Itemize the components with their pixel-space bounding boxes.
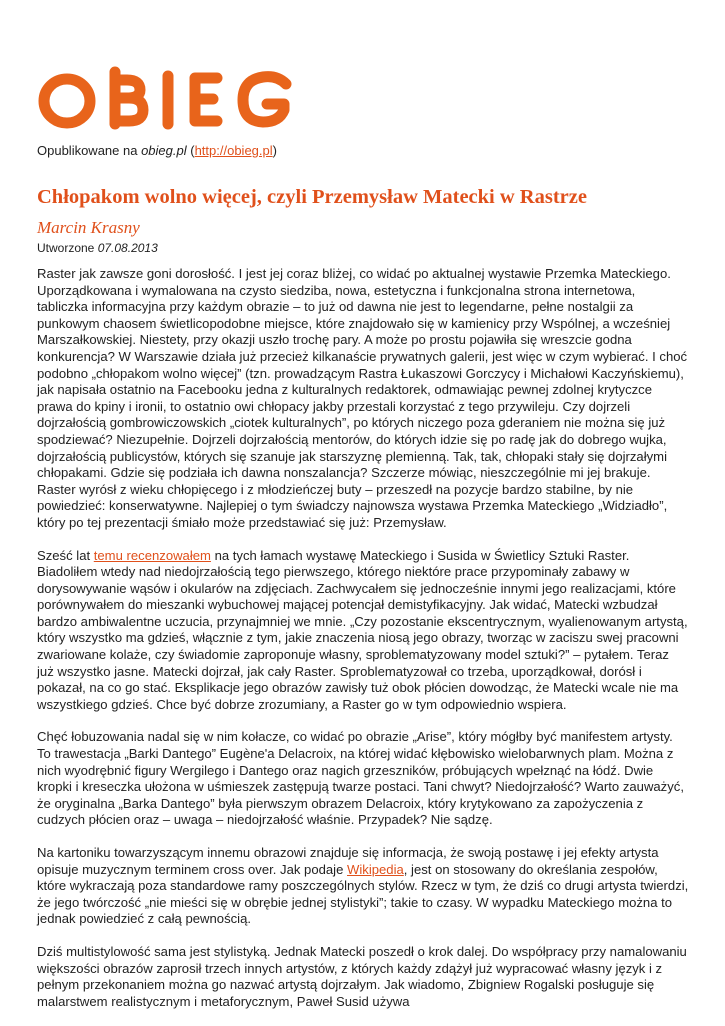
publication-prefix: Opublikowane na xyxy=(37,143,142,158)
article-title: Chłopakom wolno więcej, czyli Przemysław Matecki w Rastrze xyxy=(37,186,587,208)
article-paragraph-1: Raster jak zawsze goni dorosłość. I jest jej coraz bliżej, co widać po aktualnej wystawie Przemka Mateckiego. Uporządkowana i wymalowana na czysto siedziba, nowa, estetyczna i funkcjonalna strona internetowa, tabliczka informacyjna przy każdym obrazie – to już od dawna nie jest to legendarne, pełne nostalgii za punkowym chaosem świetlicopodobne miejsce, które znajdowało się w kamienicy przy Wspólnej, a wcześniej Marszałkowskiej. Niestety, przy okazji uszło trochę pary. A może po prostu pojawiła się wreszcie godna konkurencja? W Warszawie działa już przecież kilkanaście prywatnych galerii, jest więc w czym wybierać. I choć podobno „chłopakom wolno więcej” (tzn. prowadzącym Rastra Łukaszowi Gorczycy i Michałowi Kaczyńskiemu), jak napisała ostatnio na Facebooku jedna z kulturalnych redaktorek, odmawiając pewnej zdolnej krytyczce prawa do kpiny i ironii, to ostatnio owi chłopacy jakby przestali korzystać z tego przywileju. Czy dojrzeli dojrzałością gombrowiczowskich „ciotek kulturalnych”, po których niczego poza gderaniem nie można się już spodziewać? Niezupełnie. Dojrzeli dojrzałością mentorów, do których idzie się po radę jak do dobrego wujka, dojrzałością publicystów, których się szanuje jak starszyznę plemienną. Tak, tak, chłopaki stały się dojrzałymi chłopakami. Gdzie się podziała ich dawna nonszalancja? Szczerze mówiąc, nieszczególnie mi jej brakuje. Raster wyrósł z wieku chłopięcego i z młodzieńczej buty – przeszedł na pozycje bardzo stabilne, by nie powiedzieć: konserwatywne. Najlepiej o tym świadczy najnowsza wystawa Przemka Mateckiego „Widziadło”, który po tej prezentacji śmiało może przedstawiać się już: Przemysław. xyxy=(37,266,688,530)
article-paragraph-5: Dziś multistylowość sama jest stylistyką. Jednak Matecki poszedł o krok dalej. Do współpracy przy namalowaniu większości obrazów zaprosił trzech innych artystów, z których każdy zdążył już wypracować własny język i z pełnym przekonaniem można go nazwać artystą dojrzałym. Jak wiadomo, Zbigniew Rogalski posługuje się malarstwem realistycznym i metaforycznym, Paweł Susid używa xyxy=(37,943,687,1009)
created-date: 07.08.2013 xyxy=(97,241,158,255)
article-paragraph-3: Chęć łobuzowania nadal się w nim kołacze, co widać po obrazie „Arise”, który mógłby być manifestem artysty. To trawestacja „Barki Dantego” Eugène'a Delacroix, na której widać kłębowisko wielobarwnych plam. Można z nich wyodrębnić figury Wergilego i Dantego oraz nagich grzeszników, próbujących wpełznąć na łódź. Dwie kropki i kreseczka ułożona w uśmieszek zastępują twarze postaci. Tani chwyt? Niedojrzałość? Warto zauważyć, że oryginalna „Barka Dantego” była pierwszym obrazem Delacroix, który krytykowano za zapożyczenia z cudzych płócien oraz – uwaga – niedojrzałość właśnie. Przypadek? Nie sądzę. xyxy=(37,729,684,828)
p2-text-before: Sześć lat xyxy=(37,547,94,563)
obieg-logo[interactable] xyxy=(37,58,297,130)
publication-link[interactable]: http://obieg.pl xyxy=(194,143,273,158)
article-author: Marcin Krasny xyxy=(37,218,140,237)
review-link[interactable]: temu recenzowałem xyxy=(93,547,211,563)
p4-text-after: , jest on stosowany do określania zespołów, które wykraczają poza standardowe ramy poszczególnych stylów. Rzecz w tym, że dziś co drugi artysta twierdzi, że jego twórczość „nie mieści się w obrębie jednej stylistyki”; takie to czasy. W wypadku Mateckiego można to jednak powiedzieć z całą pewnością. xyxy=(37,861,689,927)
publication-line xyxy=(37,143,277,158)
article-created xyxy=(37,241,158,255)
p2-text-after: na tych łamach wystawę Mateckiego i Susida w Świetlicy Sztuki Raster. Biadoliłem wtedy nad niedojrzałością tego pierwszego, którego niektóre prace przypominały zabawy w dorysowywanie wąsów i okularów na zdjęciach. Zachwycałem się jednocześnie innymi jego realizacjami, które porównywałem do mieszanki wybuchowej mającej potencjał demistyfikacyjny. Jak widać, Matecki wzbudzał bardzo ambiwalentne uczucia, przynajmniej we mnie. „Czy pozostanie ekscentrycznym, wyalienowanym artystą, który wszystko ma gdzieś, włącznie z tym, jakie znaczenia niosą jego obrazy, tworząc w zaciszu swej pracowni zwariowane kolaże, czy świadomie zaproponuje własny, sproblematyzowany model sztuki?” – pytałem. Teraz już wszystko jasne. Matecki dojrzał, jak cały Raster. Sproblematyzował co trzeba, uporządkował, dorósł i pokazał, na co go stać. Eksplikacje jego obrazów zawisły tuż obok płócien dowodząc, że Matecki wcale nie ma wszystkiego gdzieś. Chce być dobrze zrozumiany, a Raster go w tym odpowiednio wspiera. xyxy=(37,547,688,712)
created-label: Utworzone xyxy=(37,241,98,255)
publication-link-open: ( xyxy=(186,143,195,158)
publication-site: obieg.pl xyxy=(141,143,187,158)
p4-text-before: Na kartoniku towarzyszącym innemu obrazowi znajduje się informacja, że swoją postawę i jej efekty artysta opisuje muzycznym terminem cross over. Jak podaje xyxy=(37,845,659,877)
article-paragraph-4 xyxy=(37,845,689,928)
article-paragraph-2 xyxy=(37,548,689,714)
article-body xyxy=(37,266,689,1026)
publication-link-close: ) xyxy=(272,143,277,158)
wikipedia-link[interactable]: Wikipedia xyxy=(347,861,404,877)
